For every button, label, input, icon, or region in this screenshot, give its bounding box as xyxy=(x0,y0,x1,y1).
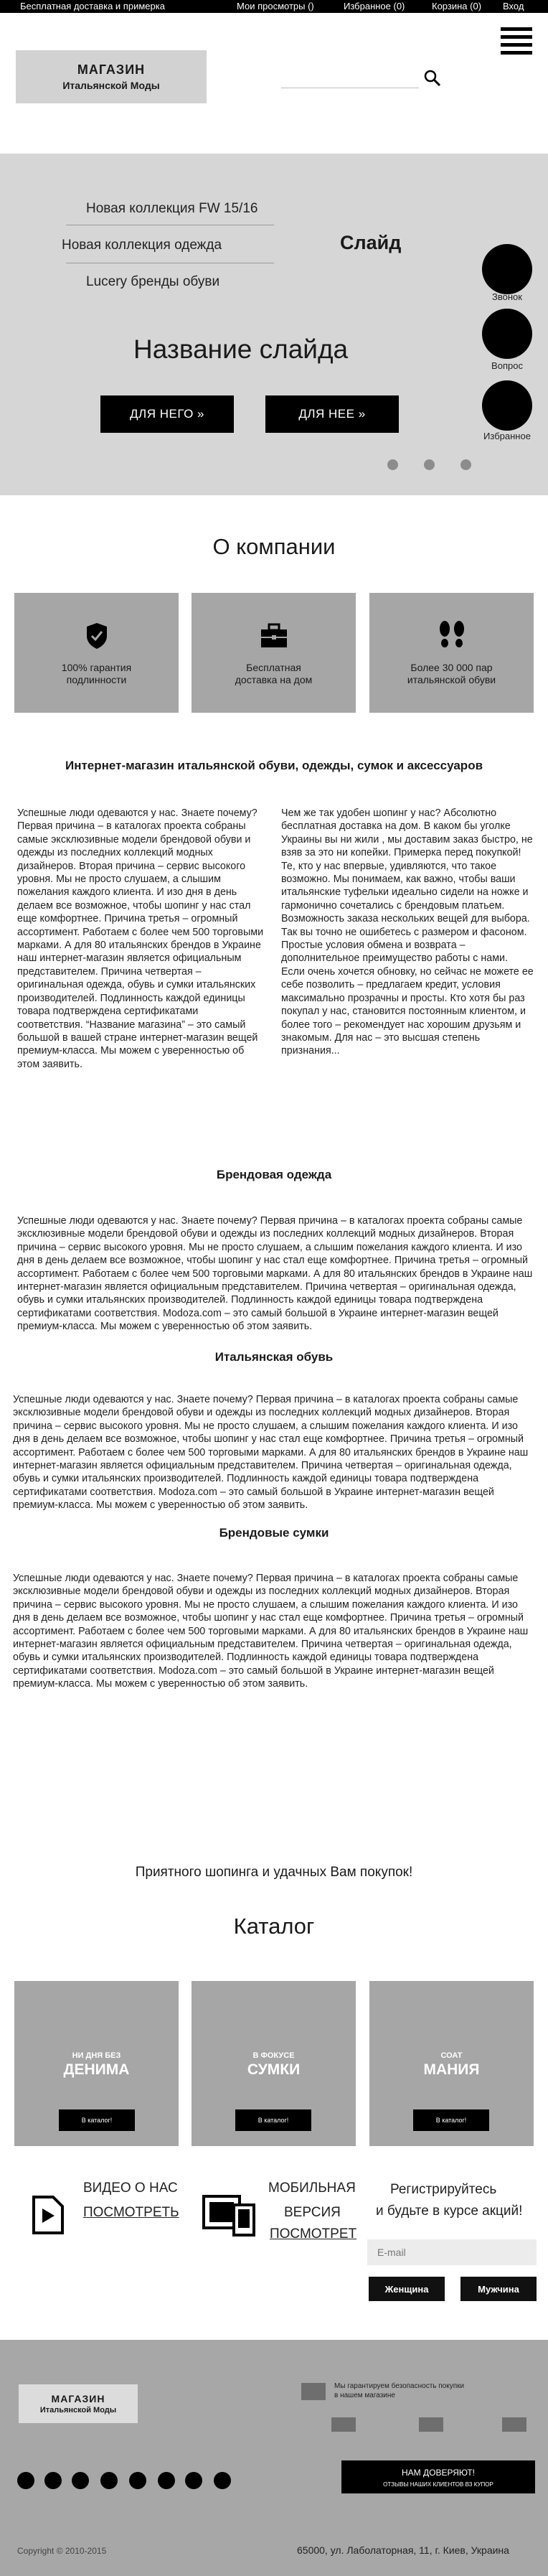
social-icon-4[interactable] xyxy=(100,2472,118,2489)
slide-title: Название слайда xyxy=(133,334,349,364)
section-title-bags: Брендовые сумки xyxy=(219,1526,329,1540)
hero-menu-item-lucery[interactable]: Lucery бренды обуви xyxy=(86,274,220,289)
logo-line2: Итальянской Моды xyxy=(62,80,160,91)
feature-authenticity-text: 100% гарантия подлинности xyxy=(61,662,132,685)
reviews-button[interactable]: НАМ ДОВЕРЯЮТ! ОТЗЫВЫ НАШИХ КЛИЕНТОВ ВЗ КУПОР xyxy=(341,2460,535,2493)
site-logo[interactable] xyxy=(16,50,207,103)
feature-assortment xyxy=(369,593,534,713)
hero-slider xyxy=(0,154,548,495)
call-label: Звонок xyxy=(492,291,522,302)
search-input[interactable] xyxy=(281,72,419,88)
catalog-card-denim-line1: НИ ДНЯ БЕЗ xyxy=(72,2051,121,2060)
about-text-right: Чем же так удобен шопинг у нас? Абсолютно бесплатная доставка на дом. В каком бы уголке Украины вы ни жили , мы доставим заказ быстро, не взяв за это ни копейки. Примерка перед покупкой! Те, кто у нас впервые, удивляются, что такое возможно. Мы понимаем, как важно, чтобы ваши итальянские туфельки идеально сидели на ножке и гармонично сочетались с брендовым платьем. Возможность заказа нескольких вещей для выбора. Так вы точно не ошибетесь с размером и фасоном. Простые условия обмена и возврата – дополнительное преимущество работы с нами. Если очень хочется обновку, но сейчас не можете ее себе позволить – предлагаем кредит, условия максимально прозрачны и просты. Кто хотя бы раз покупал у нас, становится постоянным клиентом, и более того – рекомендует нас хорошим друзьям и знакомым. Для нас – это высшая степень признания... xyxy=(281,807,534,1057)
favorites-link[interactable]: Избранное (0) xyxy=(344,1,405,11)
logo-line1: МАГАЗИН xyxy=(77,62,146,77)
footer-logo-line2: Итальянской Моды xyxy=(39,2406,117,2415)
footer-logo[interactable] xyxy=(19,2384,138,2423)
question-button[interactable] xyxy=(482,309,532,359)
social-icon-7[interactable] xyxy=(185,2472,202,2489)
social-icon-8[interactable] xyxy=(214,2472,231,2489)
section-title-clothes: Брендовая одежда xyxy=(216,1168,332,1181)
menu-burger-icon[interactable] xyxy=(501,27,532,56)
slide-label: Слайд xyxy=(340,232,402,253)
mobile-version-label2: ВЕРСИЯ xyxy=(284,2205,341,2220)
hero-menu-item-new-clothes[interactable]: Новая коллекция одежда xyxy=(62,238,222,253)
payment-logo-1 xyxy=(331,2417,356,2432)
about-subtitle: Интернет-магазин итальянской обуви, одежды, сумок и аксессуаров xyxy=(65,759,483,772)
feature-delivery-text: Бесплатная доставка на дом xyxy=(235,662,313,685)
slider-dot-2[interactable] xyxy=(424,459,435,470)
footer xyxy=(0,2340,548,2576)
call-button[interactable] xyxy=(482,244,532,294)
for-him-button[interactable]: ДЛЯ НЕГО » xyxy=(100,395,234,433)
subscribe-heading-1: Регистрируйтесь xyxy=(390,2182,497,2197)
section-text-shoes: Успешные люди одеваются у нас. Знаете почему? Первая причина – в каталогах проекта собраны самые эксклюзивные модели брендовой обуви и одежды из последних коллекций модных дизайнеров. Вторая причина – сервис высокого уровня. Мы не просто слушаем, а слышим пожелания каждого клиента. И изо дня в день делаем все возможное, чтобы шопинг у нас стал еще комфортнее. Причина третья – огромный ассортимент. Работаем с более чем 500 торговыми марками. А для 80 итальянских брендов в Украине наш интернет-магазин является официальным представителем. Причина четвертая – оригинальная одежда, обувь и сумки итальянских производителей. Подлинность каждой единицы товара подтверждена сертификатами соответствия. Modoza.com – это самый большой в Украине интернет-магазин вещей премиум-класса. Мы можем с уверенностью об этом заявить. xyxy=(13,1394,529,1512)
catalog-card-coat-line2: МАНИЯ xyxy=(423,2061,480,2078)
video-doc-icon[interactable] xyxy=(32,2195,65,2235)
briefcase-icon xyxy=(260,623,288,649)
social-icon-2[interactable] xyxy=(44,2472,62,2489)
login-link[interactable]: Вход xyxy=(503,1,524,11)
feature-authenticity xyxy=(14,593,179,713)
slider-dot-3[interactable] xyxy=(460,459,471,470)
question-label: Вопрос xyxy=(491,360,523,371)
closing-text: Приятного шопинга и удачных Вам покупок! xyxy=(135,1865,413,1880)
about-text-left: Успешные люди одеваются у нас. Знаете почему? Первая причина – в каталогах проекта собраны самые эксклюзивные модели брендовой обуви и одежды из последних коллекций модных дизайнеров. Вторая причина – сервис высокого уровня. Мы не просто слушаем, а слышим пожелания каждого клиента. И изо дня в день делаем все возможное, чтобы шопинг у нас стал еще комфортнее. Причина третья – огромный ассортимент. Работаем с более чем 500 торговыми марками. А для 80 итальянских брендов в Украине наш интернет-магазин является официальным представителем. Причина четвертая – оригинальная одежда, обувь и сумки итальянских производителей. Подлинность каждой единицы товара подтверждена сертификатами соответствия. “Название магазина” – это самый большой в вашей стране интернет-магазин вещей премиум-класса. Мы можем с уверенностью об этом заявить. xyxy=(17,807,264,1070)
catalog-card-bags-line1: В ФОКУСЕ xyxy=(252,2051,295,2060)
email-input[interactable] xyxy=(367,2239,537,2265)
feature-delivery xyxy=(192,593,356,713)
social-icon-3[interactable] xyxy=(72,2472,89,2489)
footer-logo-line1: МАГАЗИН xyxy=(51,2393,105,2404)
section-text-clothes: Успешные люди одеваются у нас. Знаете почему? Первая причина – в каталогах проекта собраны самые эксклюзивные модели брендовой обуви и одежды из последних коллекций модных дизайнеров. Вторая причина – сервис высокого уровня. Мы не просто слушаем, а слышим пожелания каждого клиента. И изо дня в день делаем все возможное, чтобы шопинг у нас стал еще комфортнее. Причина третья – огромный ассортимент. Работаем с более чем 500 торговыми марками. А для 80 итальянских брендов в Украине наш интернет-магазин является официальным представителем. Причина четвертая – оригинальная одежда, обувь и сумки итальянских производителей. Подлинность каждой единицы товара подтверждена сертификатами соответствия. Modoza.com – это самый большой в Украине интернет-магазин вещей премиум-класса. Мы можем с уверенностью об этом заявить. xyxy=(17,1215,533,1333)
subscribe-heading-2: и будьте в курсе акций! xyxy=(376,2203,523,2219)
viewed-link[interactable]: Мои просмотры () xyxy=(237,1,314,11)
mobile-view-link[interactable]: ПОСМОТРЕТ xyxy=(270,2226,357,2242)
men-button[interactable]: Мужчина xyxy=(460,2277,537,2301)
catalog-button[interactable]: В каталог! xyxy=(413,2109,489,2131)
payment-logo-3 xyxy=(502,2417,526,2432)
favorites-button[interactable] xyxy=(482,380,532,431)
footprints-icon xyxy=(436,620,468,650)
favorites-label: Избранное xyxy=(483,431,531,441)
catalog-card-coat-line1: СОАТ xyxy=(440,2051,463,2060)
social-icon-1[interactable] xyxy=(17,2472,34,2489)
hero-menu-item-new-fw[interactable]: Новая коллекция FW 15/16 xyxy=(86,201,258,216)
video-about-label: ВИДЕО О НАС xyxy=(83,2181,178,2196)
mobile-version-label1: МОБИЛЬНАЯ xyxy=(268,2181,356,2196)
section-text-bags: Успешные люди одеваются у нас. Знаете почему? Первая причина – в каталогах проекта собраны самые эксклюзивные модели брендовой обуви и одежды из последних коллекций модных дизайнеров. Вторая причина – сервис высокого уровня. Мы не просто слушаем, а слышим пожелания каждого клиента. И изо дня в день делаем все возможное, чтобы шопинг у нас стал еще комфортнее. Причина третья – огромный ассортимент. Работаем с более чем 500 торговыми марками. А для 80 итальянских брендов в Украине наш интернет-магазин является официальным представителем. Причина четвертая – оригинальная одежда, обувь и сумки итальянских производителей. Подлинность каждой единицы товара подтверждена сертификатами соответствия. Modoza.com – это самый большой в Украине интернет-магазин вещей премиум-класса. Мы можем с уверенностью об этом заявить. xyxy=(13,1573,529,1690)
slider-dot-1[interactable] xyxy=(387,459,398,470)
top-bar xyxy=(0,0,548,13)
address-text: 65000, ул. Лаболаторная, 11, г. Киев, Украина xyxy=(297,2544,509,2556)
feature-assortment-text: Более 30 000 пар итальянской обуви xyxy=(407,662,496,685)
mobile-devices-icon[interactable] xyxy=(202,2195,257,2237)
catalog-title: Каталог xyxy=(233,1914,315,1939)
video-watch-link[interactable]: ПОСМОТРЕТЬ xyxy=(83,2205,179,2220)
social-icon-6[interactable] xyxy=(158,2472,175,2489)
women-button[interactable]: Женщина xyxy=(369,2277,445,2301)
copyright-text: Copyright © 2010-2015 xyxy=(17,2546,107,2556)
shield-check-icon xyxy=(85,622,109,650)
section-title-shoes: Итальянская обувь xyxy=(214,1350,334,1364)
cart-link[interactable]: Корзина (0) xyxy=(432,1,482,11)
catalog-button[interactable]: В каталог! xyxy=(235,2109,311,2131)
social-icon-5[interactable] xyxy=(129,2472,146,2489)
catalog-card-denim-line2: ДЕНИМА xyxy=(63,2061,130,2078)
catalog-card-bags-line2: СУМКИ xyxy=(247,2061,301,2078)
catalog-button[interactable]: В каталог! xyxy=(59,2109,135,2131)
about-title: О компании xyxy=(212,534,336,559)
free-shipping-link[interactable]: Бесплатная доставка и примерка xyxy=(20,1,165,11)
for-her-button[interactable]: ДЛЯ НЕЕ » xyxy=(265,395,399,433)
secure-text: Мы гарантируем безопасность покупки в нашем магазине xyxy=(334,2382,465,2399)
search-icon[interactable] xyxy=(423,69,442,88)
secure-badge-icon xyxy=(301,2383,326,2400)
payment-logo-2 xyxy=(419,2417,443,2432)
